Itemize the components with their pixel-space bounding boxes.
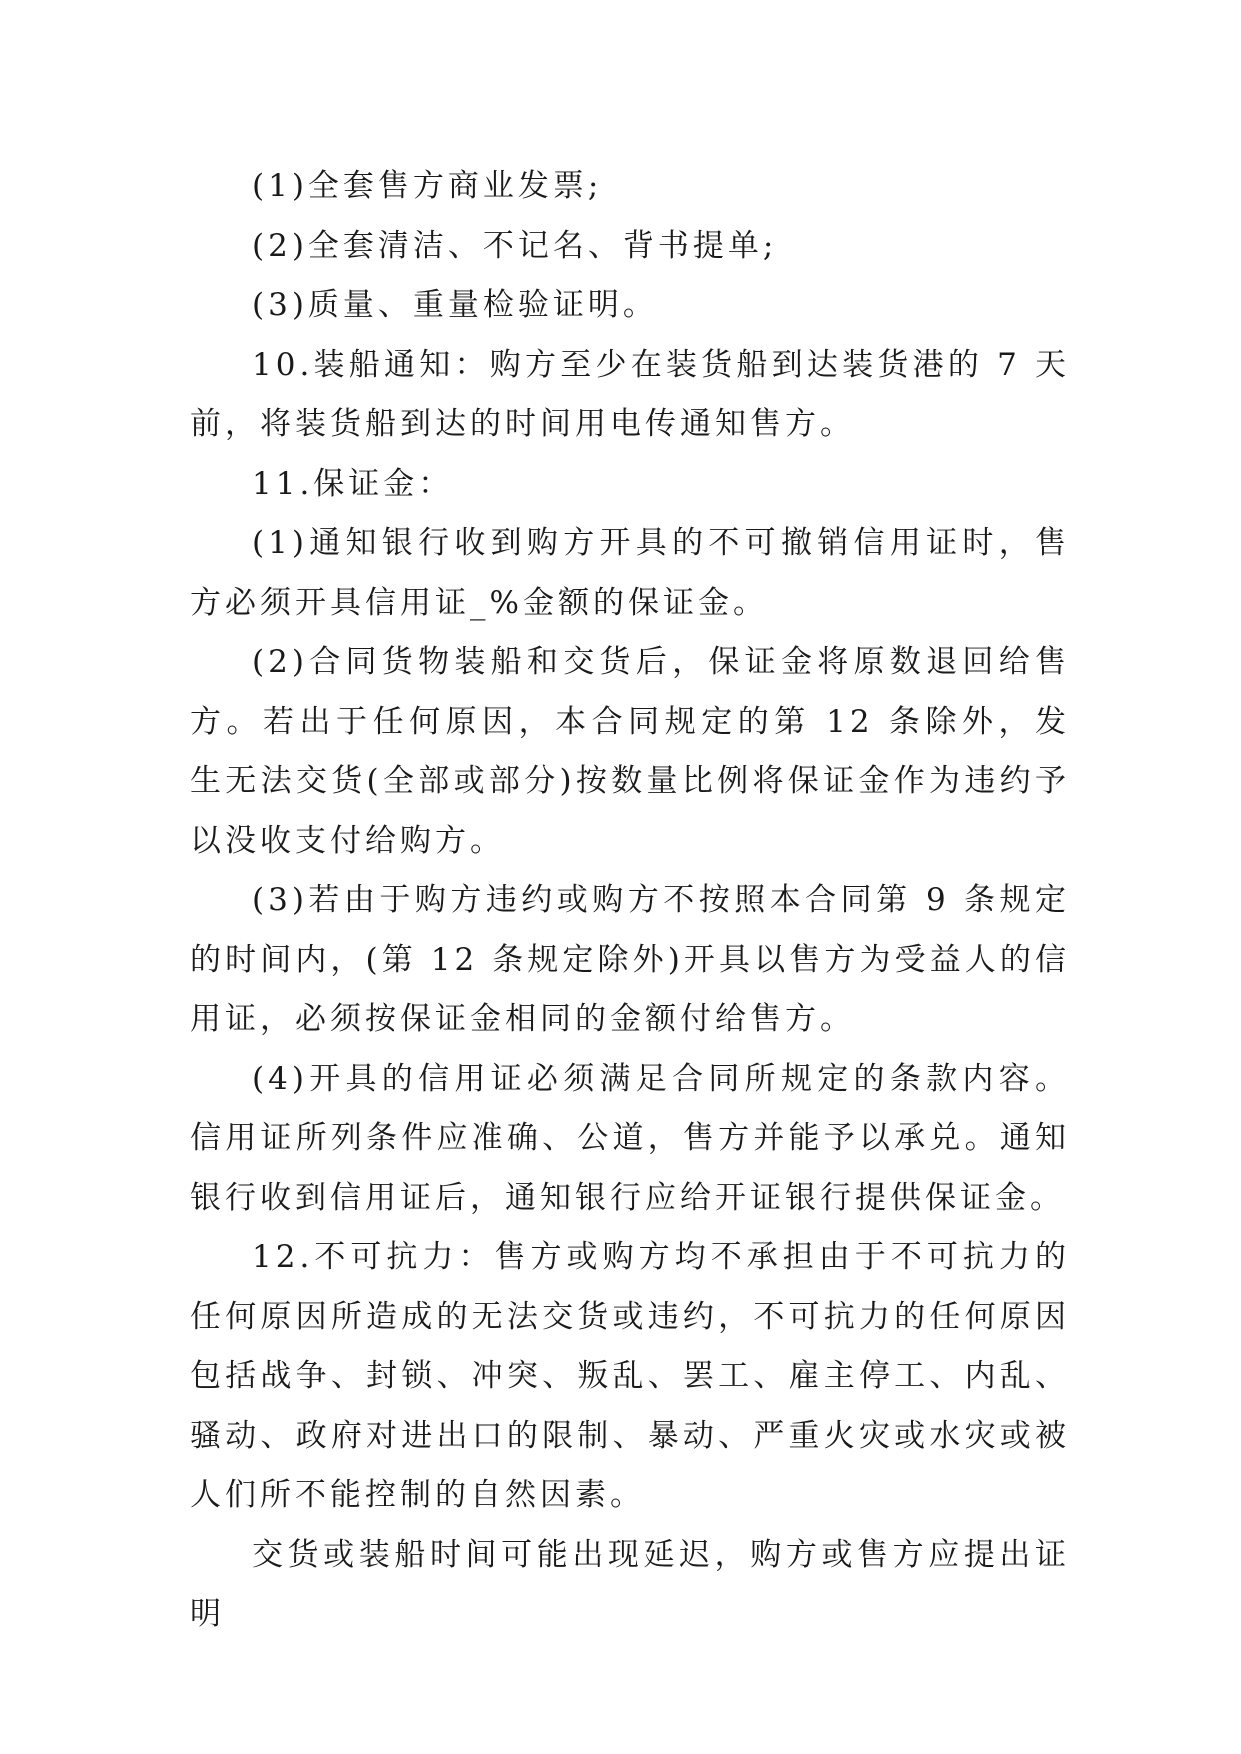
- paragraph-clause-11-4: (4)开具的信用证必须满足合同所规定的条款内容。信用证所列条件应准确、公道，售方并能予以承兑。通知银行收到信用证后，通知银行应给开证银行提供保证金。: [190, 1060, 1070, 1216]
- paragraph-delay-notice: 交货或装船时间可能出现延迟，购方或售方应提出证明: [190, 1536, 1070, 1632]
- paragraph-clause-11-2: (2)合同货物装船和交货后，保证金将原数退回给售方。若出于任何原因，本合同规定的第 12 条除外，发生无法交货(全部或部分)按数量比例将保证金作为违约予以没收支付给购方。: [190, 644, 1070, 859]
- paragraph-clause-11-1: (1)通知银行收到购方开具的不可撤销信用证时，售方必须开具信用证_%金额的保证金。: [190, 525, 1070, 621]
- document-body: [190, 157, 1070, 1645]
- paragraph-clause-12-force-majeure: 12.不可抗力：售方或购方均不承担由于不可抗力的任何原因所造成的无法交货或违约，不可抗力的任何原因包括战争、封锁、冲突、叛乱、罢工、雇主停工、内乱、骚动、政府对进出口的限制、暴动、严重火灾或水灾或被人们所不能控制的自然因素。: [190, 1239, 1070, 1513]
- paragraph-clause-10-shipment-notice: 10.装船通知：购方至少在装货船到达装货港的 7 天前，将装货船到达的时间用电传通知售方。: [190, 346, 1070, 442]
- paragraph-doc-bill-of-lading: (2)全套清洁、不记名、背书提单;: [252, 227, 778, 264]
- paragraph-clause-11-heading: 11.保证金：: [252, 465, 454, 502]
- paragraph-clause-11-3: (3)若由于购方违约或购方不按照本合同第 9 条规定的时间内，(第 12 条规定除外)开具以售方为受益人的信用证，必须按保证金相同的金额付给售方。: [190, 882, 1070, 1037]
- paragraph-doc-invoice: (1)全套售方商业发票;: [252, 168, 603, 204]
- paragraph-doc-inspection: (3)质量、重量检验证明。: [252, 287, 658, 323]
